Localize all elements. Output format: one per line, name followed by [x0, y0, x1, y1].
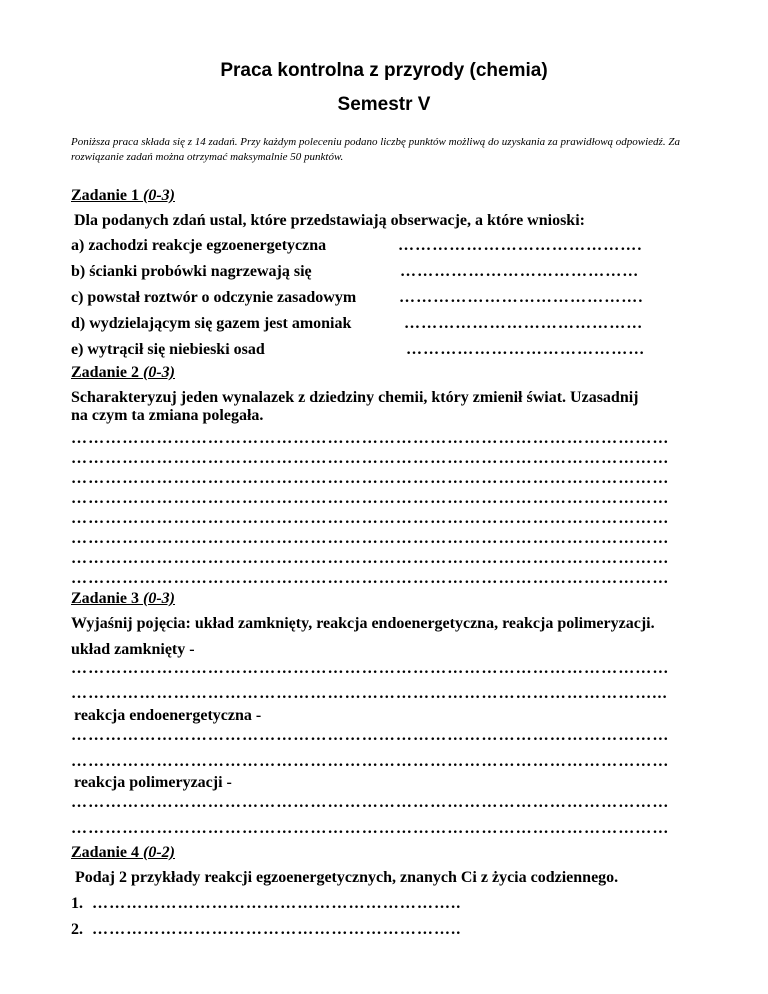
task2-answer-line[interactable]: ……………………………………………………………………………………………: [71, 530, 670, 547]
task3-heading: Zadanie 3 (0-3): [71, 590, 175, 607]
task1-answer-d[interactable]: ……………………………………: [404, 315, 644, 332]
task3-answer-line[interactable]: ……………………………………………………………………………………………: [71, 820, 670, 837]
task1-item-a: a) zachodzi reakcje egzoenergetyczna: [71, 237, 327, 254]
task2-answer-line[interactable]: ……………………………………………………………………………………………: [71, 470, 670, 487]
task2-instruction-line2: na czym ta zmiana polegała.: [71, 407, 264, 424]
task1-answer-a[interactable]: …………………………………….: [398, 237, 643, 254]
page-subtitle: Semestr V: [337, 94, 431, 115]
task4-heading: Zadanie 4 (0-2): [71, 844, 175, 861]
task1-answer-b[interactable]: ……………………………………: [400, 263, 640, 280]
task1-heading: Zadanie 1 (0-3): [71, 187, 175, 204]
task3-term-endoenergetic: reakcja endoenergetyczna -: [74, 707, 262, 724]
task3-answer-line[interactable]: ……………………………………………………………………………………………: [71, 660, 670, 677]
task2-answer-line[interactable]: ……………………………………………………………………………………………: [71, 550, 670, 567]
task4-instruction: Podaj 2 przykłady reakcji egzoenergetycznych, znanych Ci z życia codziennego.: [75, 869, 619, 886]
task4-answer-2[interactable]: ………………………………………………………..: [92, 921, 462, 938]
task3-answer-line[interactable]: ……………………………………………………………………………………………: [71, 753, 670, 770]
task2-answer-line[interactable]: ……………………………………………………………………………………………: [71, 490, 670, 507]
task2-answer-line[interactable]: ……………………………………………………………………………………………: [71, 570, 670, 587]
task3-term-polymerization: reakcja polimeryzacji -: [74, 774, 232, 791]
task1-item-e: e) wytrącił się niebieski osad: [71, 341, 265, 358]
task1-item-b: b) ścianki probówki nagrzewają się: [71, 263, 312, 280]
task2-answer-line[interactable]: ……………………………………………………………………………………………: [71, 450, 670, 467]
page-title: Praca kontrolna z przyrody (chemia): [220, 60, 548, 81]
intro-paragraph: Poniższa praca składa się z 14 zadań. Przy każdym poleceniu podano liczbę punktów możliwą do uzyskania za prawidłową odpowiedź. Za rozwiązanie zadań można otrzymać maksymalnie 50 punktów.: [71, 136, 680, 163]
task2-answer-line[interactable]: ……………………………………………………………………………………………: [71, 510, 670, 527]
task3-instruction: Wyjaśnij pojęcia: układ zamknięty, reakcja endoenergetyczna, reakcja polimeryzacji.: [71, 615, 655, 632]
task4-answer-number: 1.: [71, 895, 83, 912]
task1-item-c: c) powstał roztwór o odczynie zasadowym: [71, 289, 357, 306]
task1-answer-e[interactable]: ……………………………………: [406, 341, 646, 358]
task4-answer-number: 2.: [71, 921, 83, 938]
task2-answer-line[interactable]: ……………………………………………………………………………………………: [71, 430, 670, 447]
task1-instruction: Dla podanych zdań ustal, które przedstawiają obserwacje, a które wnioski:: [74, 212, 585, 229]
task2-heading: Zadanie 2 (0-3): [71, 364, 175, 381]
task3-answer-line[interactable]: ……………………………………………………………………………………………: [71, 727, 670, 744]
task4-answer-1[interactable]: ………………………………………………………..: [92, 895, 462, 912]
task3-answer-line[interactable]: …………………………………………………………………………………………...: [71, 685, 668, 702]
task1-item-d: d) wydzielającym się gazem jest amoniak: [71, 315, 352, 332]
task1-answer-c[interactable]: …………………………………….: [399, 289, 644, 306]
task3-answer-line[interactable]: ……………………………………………………………………………………………: [71, 794, 670, 811]
task2-instruction-line1: Scharakteryzuj jeden wynalazek z dziedziny chemii, który zmienił świat. Uzasadnij: [71, 389, 639, 406]
task3-term-closed-system: układ zamknięty -: [71, 641, 195, 658]
